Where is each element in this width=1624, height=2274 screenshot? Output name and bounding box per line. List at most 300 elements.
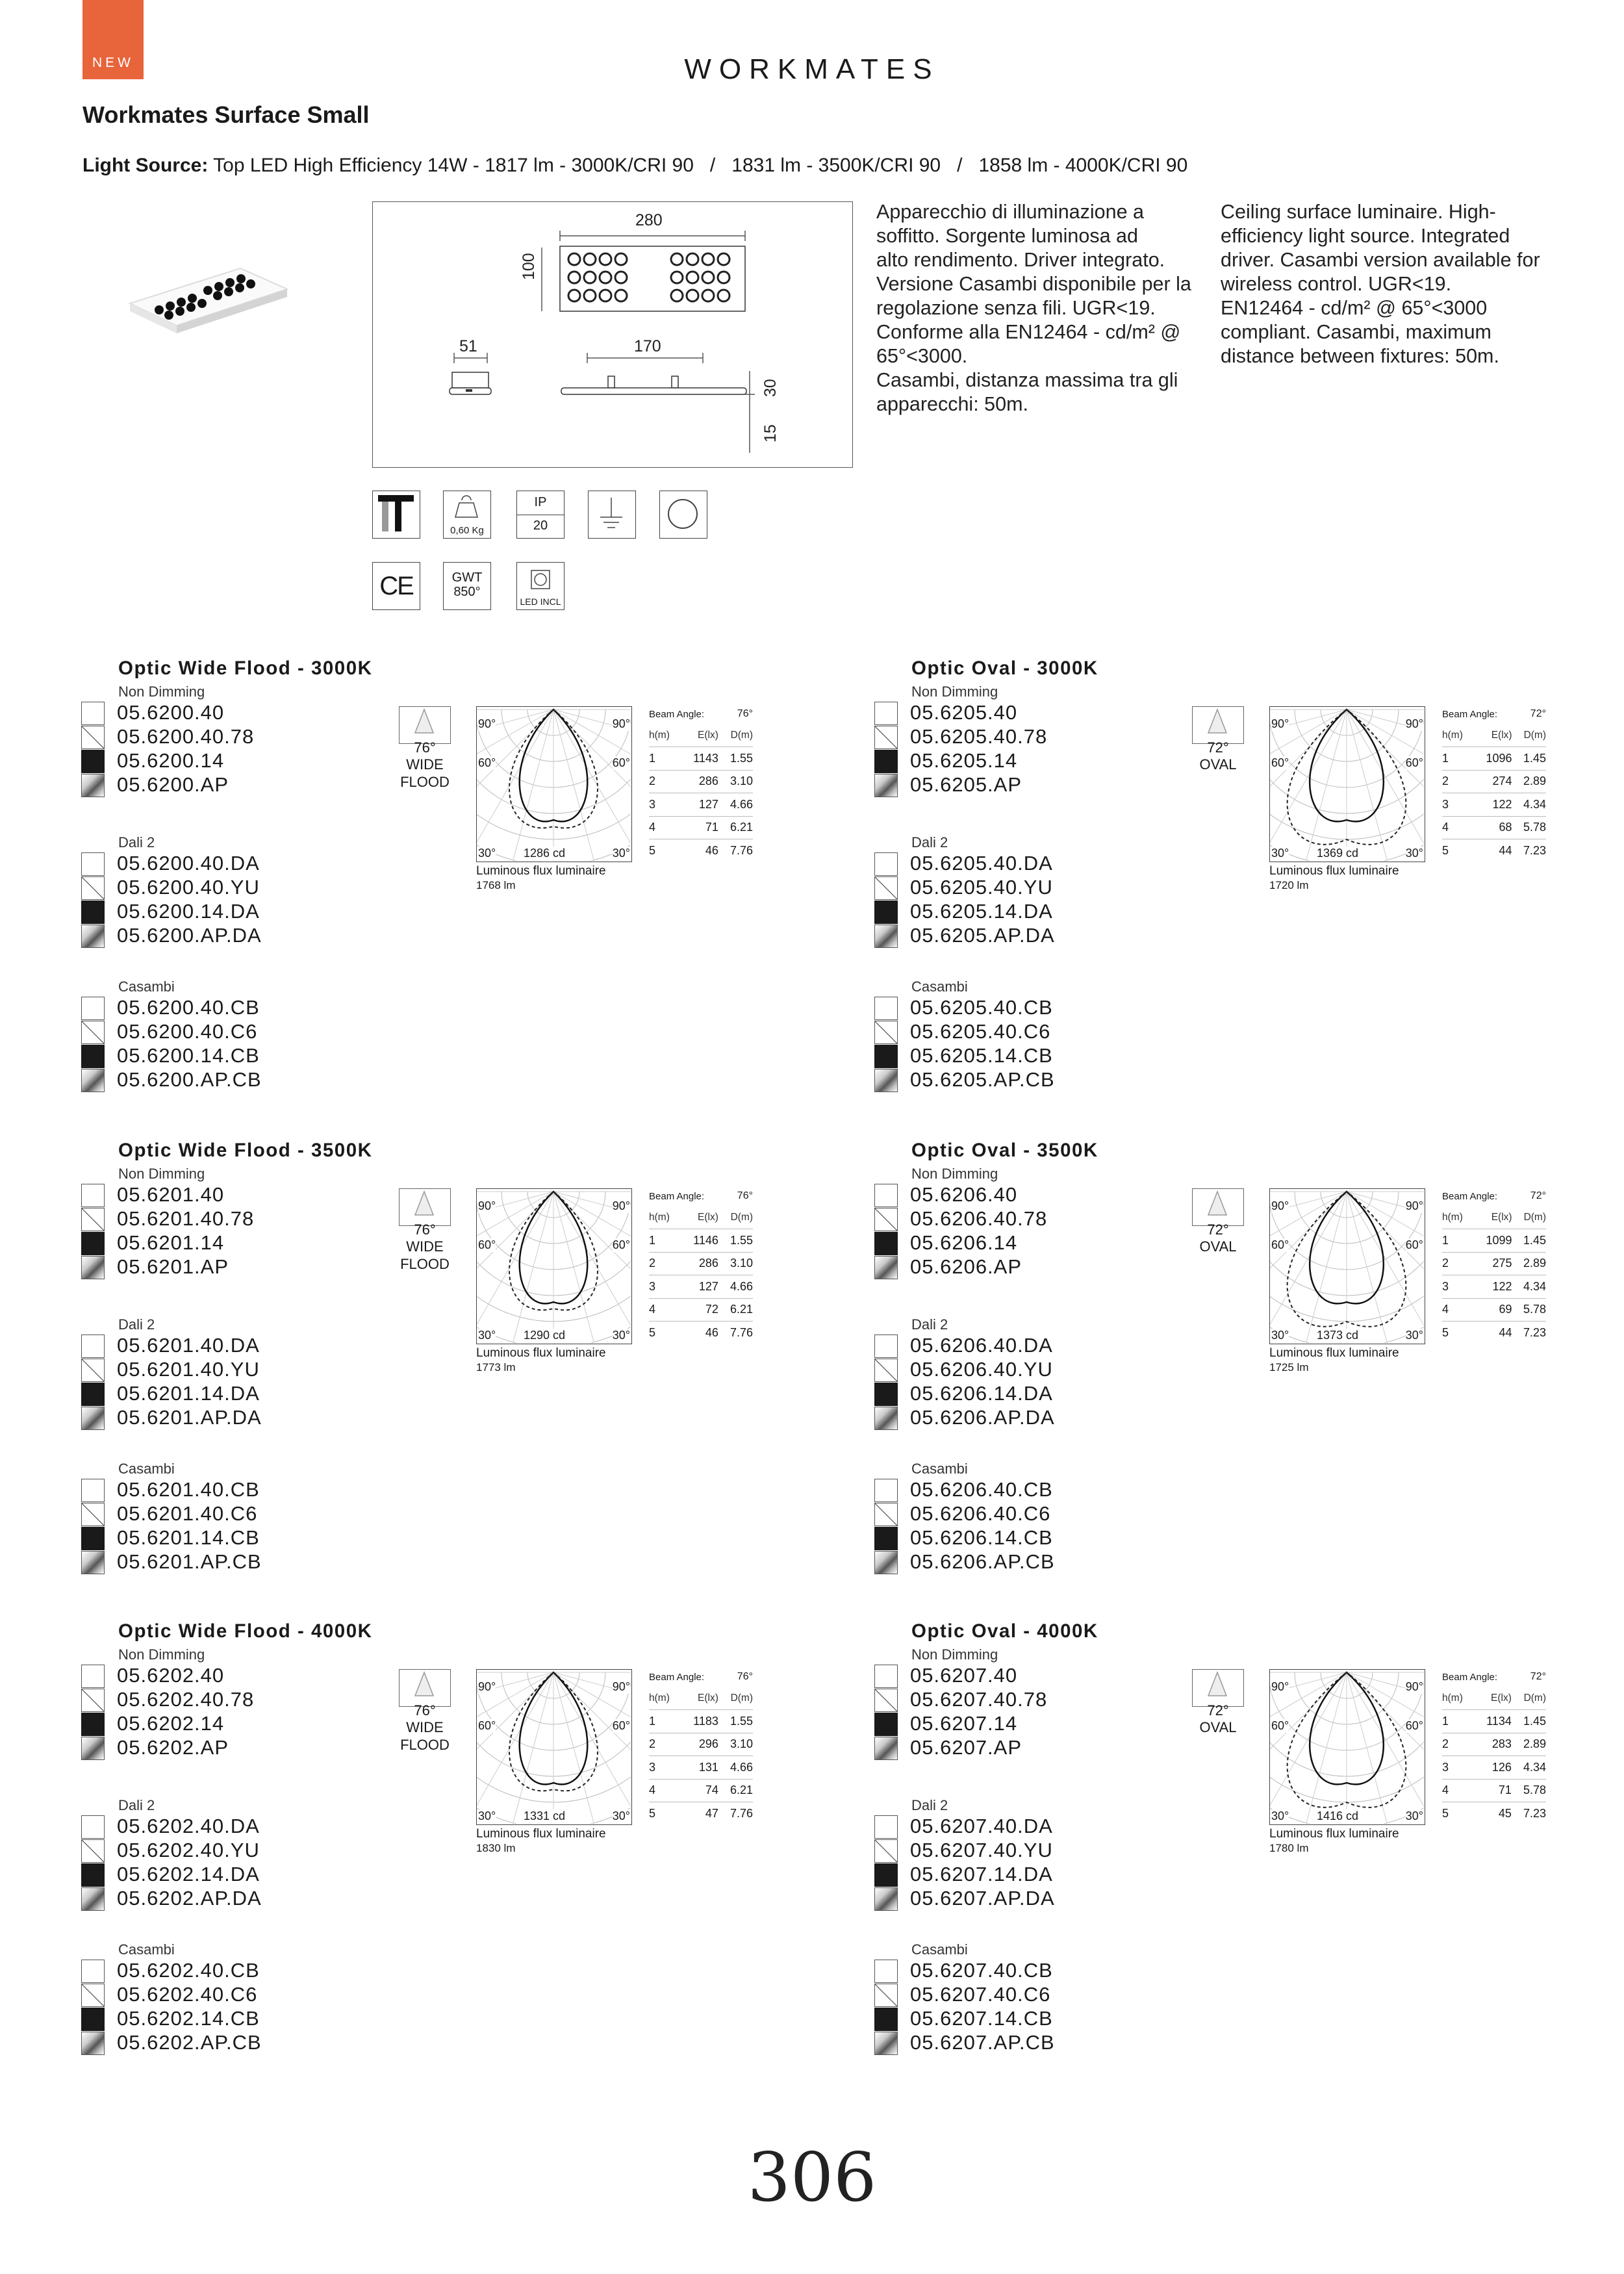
column-header: h(m) — [649, 724, 680, 747]
angle-label: 60° — [1405, 756, 1423, 769]
product-code: 05.6206.40 — [910, 1183, 1018, 1206]
beam-name-2: FLOOD — [400, 1737, 450, 1753]
table-row — [1442, 1733, 1546, 1756]
code-row — [81, 875, 262, 899]
code-row — [874, 851, 1055, 875]
product-code: 05.6201.14.DA — [117, 1382, 260, 1405]
finish-swatch — [81, 1863, 105, 1887]
class-insulation-icon — [588, 491, 636, 539]
table-cell: 2.89 — [1512, 770, 1546, 793]
angle-label: 60° — [1271, 756, 1289, 769]
table-cell: 68 — [1473, 816, 1512, 839]
beam-name-2: FLOOD — [400, 1256, 450, 1272]
finish-swatch — [81, 1839, 105, 1863]
product-code: 05.6205.40.YU — [910, 876, 1053, 899]
table-cell: 71 — [680, 816, 718, 839]
table-row — [649, 816, 753, 839]
product-code: 05.6207.40.CB — [910, 1959, 1053, 1982]
table-cell: 2 — [1442, 1252, 1473, 1275]
code-list — [874, 1814, 1055, 1910]
luminous-flux-label: Luminous flux luminaire — [476, 864, 606, 878]
finish-swatch — [81, 1479, 105, 1502]
polar-diagram — [476, 1188, 632, 1344]
beam-name-2: FLOOD — [400, 774, 450, 790]
finish-swatch — [874, 1737, 898, 1760]
product-code: 05.6207.40.YU — [910, 1839, 1053, 1861]
ip-value: 20 — [533, 518, 548, 533]
optic-title: Optic Wide Flood - 3000K — [118, 658, 373, 679]
table-row — [649, 793, 753, 817]
beam-angle-label: Beam Angle: — [649, 708, 705, 720]
angle-label: 60° — [612, 756, 630, 769]
code-list — [874, 1477, 1055, 1574]
product-code: 05.6201.14 — [117, 1231, 225, 1254]
light-source — [82, 155, 1187, 177]
finish-swatch — [874, 852, 898, 876]
led-incl-label: LED INCL — [520, 596, 561, 607]
angle-label: 90° — [478, 717, 496, 730]
angle-label: 60° — [612, 1238, 630, 1251]
polar-diagram — [1269, 1188, 1425, 1344]
code-row — [81, 1231, 254, 1255]
product-code: 05.6206.40.78 — [910, 1207, 1048, 1230]
product-code: 05.6200.14.DA — [117, 900, 260, 923]
finish-swatch — [874, 1863, 898, 1887]
optic-section — [911, 1140, 1624, 1594]
code-row — [81, 1182, 254, 1207]
table-row — [649, 839, 753, 863]
finish-swatch — [874, 1713, 898, 1736]
table-cell: 46 — [705, 844, 718, 857]
angle-label: 90° — [1405, 1199, 1423, 1212]
finish-swatch — [874, 1665, 898, 1688]
table-cell: 5 — [649, 1807, 656, 1820]
code-row — [81, 1477, 262, 1501]
illuminance-table — [649, 724, 753, 862]
description-line: Casambi, distanza massima tra gli — [876, 369, 1178, 391]
product-code: 05.6202.40.78 — [117, 1688, 255, 1711]
product-code: 05.6200.40.DA — [117, 852, 260, 875]
beam-angle-row — [1442, 704, 1546, 724]
product-code: 05.6202.14.DA — [117, 1863, 260, 1885]
angle-label: 30° — [478, 1809, 496, 1822]
dimmable-icon — [659, 491, 707, 539]
code-row — [81, 1526, 262, 1550]
product-code: 05.6202.AP — [117, 1736, 229, 1759]
table-cell: 122 — [1473, 793, 1512, 817]
table-cell: 69 — [1473, 1298, 1512, 1322]
product-code: 05.6205.14.DA — [910, 900, 1053, 923]
code-row — [81, 1711, 254, 1735]
table-cell: 2.89 — [1512, 1733, 1546, 1756]
finish-swatch — [81, 702, 105, 725]
finish-swatch — [874, 1960, 898, 1983]
product-code: 05.6202.AP.DA — [117, 1887, 262, 1910]
table-row — [649, 1779, 753, 1802]
description-line: 65°<3000. — [876, 345, 968, 367]
optic-section — [118, 1140, 833, 1594]
finish-swatch — [874, 2032, 898, 2055]
table-cell: 1 — [1442, 1229, 1473, 1253]
beam-angle-value: 72° — [1207, 1702, 1229, 1718]
product-code: 05.6201.40 — [117, 1183, 225, 1206]
product-code: 05.6207.AP.CB — [910, 2031, 1055, 2054]
luminous-flux-label: Luminous flux luminaire — [1269, 1346, 1399, 1360]
product-code: 05.6201.AP — [117, 1255, 229, 1278]
group-label: Casambi — [911, 1941, 968, 1958]
table-row — [1442, 1779, 1546, 1802]
table-cell: 1183 — [680, 1710, 718, 1733]
code-row — [81, 1381, 262, 1405]
beam-angle-value: 72° — [1207, 1221, 1229, 1238]
description-line: Conforme alla EN12464 - cd/m² @ — [876, 321, 1181, 343]
table-row — [649, 1802, 753, 1826]
product-code: 05.6205.40.78 — [910, 725, 1048, 748]
code-row — [874, 2030, 1055, 2054]
finish-swatch — [81, 1021, 105, 1044]
finish-swatch — [874, 1887, 898, 1911]
finish-swatch — [81, 1069, 105, 1092]
code-row — [874, 923, 1055, 947]
angle-label: 90° — [612, 1680, 630, 1693]
column-header: E(lx) — [680, 724, 718, 747]
table-cell: 6.21 — [718, 816, 753, 839]
table-cell: 71 — [1473, 1779, 1512, 1802]
table-cell: 5 — [1442, 844, 1449, 857]
table-cell: 2 — [1442, 1733, 1473, 1756]
finish-swatch — [874, 1479, 898, 1502]
column-header: D(m) — [718, 1206, 753, 1229]
angle-label: 60° — [1405, 1238, 1423, 1251]
product-code: 05.6201.40.78 — [117, 1207, 255, 1230]
beam-angle-value: 76° — [414, 739, 436, 756]
luminous-flux-value: 1720 lm — [1269, 879, 1309, 891]
table-cell: 274 — [1473, 770, 1512, 793]
angle-label: 90° — [1405, 1680, 1423, 1693]
product-code: 05.6206.14 — [910, 1231, 1018, 1254]
table-cell: 4.34 — [1512, 1275, 1546, 1299]
table-cell: 1099 — [1473, 1229, 1512, 1253]
description-it — [876, 200, 1201, 416]
beam-name: OVAL — [1199, 1238, 1237, 1255]
code-row — [81, 1838, 262, 1862]
ip-rating-icon — [516, 491, 565, 539]
description-line: Ceiling surface luminaire. High- — [1221, 201, 1496, 223]
code-row — [81, 700, 254, 724]
table-cell: 44 — [1499, 1326, 1512, 1339]
column-header: E(lx) — [680, 1687, 718, 1710]
code-row — [874, 1663, 1047, 1687]
beam-name: OVAL — [1199, 1719, 1237, 1735]
code-row — [874, 1711, 1047, 1735]
finish-swatch — [874, 1815, 898, 1839]
finish-swatch — [81, 1335, 105, 1358]
photometric-table — [649, 1186, 753, 1344]
table-cell: 131 — [680, 1756, 718, 1780]
code-row — [81, 1357, 262, 1381]
table-cell: 1143 — [680, 747, 718, 771]
angle-label: 30° — [1271, 1329, 1289, 1342]
product-code: 05.6201.40.C6 — [117, 1502, 258, 1525]
table-cell: 4.66 — [718, 1756, 753, 1780]
finish-swatch — [81, 1551, 105, 1574]
angle-label: 30° — [478, 847, 496, 860]
candela-value: 1290 cd — [524, 1329, 566, 1342]
code-row — [81, 1501, 262, 1526]
table-row — [1442, 816, 1546, 839]
code-row — [81, 1982, 262, 2006]
table-cell: 1.45 — [1512, 1710, 1546, 1733]
table-cell: 286 — [680, 770, 718, 793]
code-list — [81, 1814, 262, 1910]
table-cell: 3.10 — [718, 1252, 753, 1275]
luminous-flux-value: 1768 lm — [476, 879, 516, 891]
product-code: 05.6207.40.C6 — [910, 1983, 1051, 2006]
product-code: 05.6202.40.CB — [117, 1959, 260, 1982]
angle-label: 90° — [1271, 1680, 1289, 1693]
code-row — [874, 2006, 1055, 2030]
angle-label: 30° — [478, 1329, 496, 1342]
product-code: 05.6205.14.CB — [910, 1044, 1053, 1067]
code-row — [874, 1550, 1055, 1574]
group-label: Casambi — [911, 1461, 968, 1477]
led-incl-icon — [516, 562, 565, 610]
code-row — [874, 1255, 1047, 1279]
table-cell: 4 — [1442, 816, 1473, 839]
code-list — [874, 995, 1055, 1092]
table-cell: 3 — [649, 1275, 680, 1299]
angle-label: 90° — [612, 717, 630, 730]
weight-icon — [443, 491, 491, 539]
product-title: Workmates Surface Small — [82, 101, 370, 128]
group-label: Casambi — [911, 978, 968, 995]
finish-swatch — [874, 1335, 898, 1358]
illuminance-table — [649, 1206, 753, 1344]
product-code: 05.6207.40.DA — [910, 1815, 1053, 1837]
beam-angle-row — [649, 1667, 753, 1687]
table-cell: 4 — [649, 816, 680, 839]
product-code: 05.6207.AP.DA — [910, 1887, 1055, 1910]
code-row — [874, 1207, 1047, 1231]
product-image — [117, 257, 292, 341]
code-row — [874, 1231, 1047, 1255]
product-code: 05.6206.AP.CB — [910, 1550, 1055, 1573]
finish-swatch — [81, 925, 105, 948]
code-row — [81, 724, 254, 748]
product-code: 05.6205.40.C6 — [910, 1020, 1051, 1043]
polar-diagram — [476, 706, 632, 862]
optic-title: Optic Oval - 3500K — [911, 1140, 1098, 1161]
table-cell: 4.66 — [718, 793, 753, 817]
finish-swatch — [81, 1407, 105, 1430]
angle-label: 30° — [612, 847, 630, 860]
column-header: E(lx) — [1473, 1206, 1512, 1229]
description-line: driver. Casambi version available for — [1221, 249, 1540, 271]
table-cell: 283 — [1473, 1733, 1512, 1756]
product-code: 05.6201.AP.CB — [117, 1550, 262, 1573]
code-row — [874, 1735, 1047, 1759]
column-header: h(m) — [1442, 724, 1473, 747]
table-cell: 296 — [680, 1733, 718, 1756]
new-badge: NEW — [82, 0, 144, 79]
code-row — [874, 1862, 1055, 1886]
code-row — [81, 899, 262, 923]
table-cell: 7.23 — [1523, 1326, 1546, 1339]
angle-label: 30° — [612, 1329, 630, 1342]
angle-label: 30° — [1405, 847, 1423, 860]
description-en — [1221, 200, 1558, 368]
group-label: Non Dimming — [911, 1646, 998, 1663]
table-row — [1442, 770, 1546, 793]
finish-swatch — [874, 1689, 898, 1712]
code-row — [81, 1333, 262, 1357]
finish-swatch — [81, 1184, 105, 1207]
angle-label: 30° — [1405, 1809, 1423, 1822]
code-row — [81, 1735, 254, 1759]
product-code: 05.6200.40 — [117, 701, 225, 724]
product-code: 05.6205.40.DA — [910, 852, 1053, 875]
column-header: h(m) — [1442, 1206, 1473, 1229]
table-cell: 5 — [1442, 1326, 1449, 1339]
dim-15: 15 — [761, 424, 780, 442]
code-row — [874, 1838, 1055, 1862]
product-code: 05.6201.14.CB — [117, 1526, 260, 1549]
code-row — [81, 1814, 262, 1838]
finish-swatch — [874, 876, 898, 900]
weight-label: 0,60 Kg — [450, 525, 484, 536]
group-label: Casambi — [118, 1941, 175, 1958]
group-label: Dali 2 — [118, 1797, 155, 1813]
technical-drawing — [372, 201, 853, 468]
finish-swatch — [874, 2008, 898, 2031]
beam-angle-row — [649, 704, 753, 724]
column-header: D(m) — [1512, 1206, 1546, 1229]
product-code: 05.6206.40.CB — [910, 1478, 1053, 1501]
beam-angle-text: 72° — [1530, 1671, 1546, 1682]
code-list — [874, 700, 1047, 797]
table-cell: 7.23 — [1523, 844, 1546, 857]
code-row — [874, 899, 1055, 923]
luminous-flux-value: 1725 lm — [1269, 1361, 1309, 1373]
beam-angle-label: Beam Angle: — [649, 1671, 705, 1683]
table-cell: 275 — [1473, 1252, 1512, 1275]
product-code: 05.6206.14.CB — [910, 1526, 1053, 1549]
table-cell: 2 — [1442, 770, 1473, 793]
table-row — [1442, 793, 1546, 817]
code-row — [81, 773, 254, 797]
table-cell: 72 — [680, 1298, 718, 1322]
product-code: 05.6200.AP.DA — [117, 924, 262, 947]
code-row — [81, 851, 262, 875]
luminous-flux-value: 1830 lm — [476, 1842, 516, 1854]
finish-swatch — [874, 1503, 898, 1526]
angle-label: 90° — [1271, 1199, 1289, 1212]
beam-name: WIDE — [406, 1238, 444, 1255]
finish-swatch — [81, 901, 105, 924]
optic-section — [911, 658, 1624, 1112]
finish-swatch — [874, 1045, 898, 1068]
table-cell: 1.45 — [1512, 1229, 1546, 1253]
table-cell: 5.78 — [1512, 1298, 1546, 1322]
code-list — [81, 995, 262, 1092]
product-code: 05.6207.AP — [910, 1736, 1022, 1759]
table-cell: 47 — [705, 1807, 718, 1820]
table-cell: 3 — [1442, 793, 1473, 817]
table-row — [1442, 747, 1546, 771]
table-cell: 2.89 — [1512, 1252, 1546, 1275]
code-row — [81, 1663, 254, 1687]
table-row — [1442, 1275, 1546, 1299]
product-code: 05.6206.AP — [910, 1255, 1022, 1278]
column-header: E(lx) — [680, 1206, 718, 1229]
table-cell: 6.21 — [718, 1298, 753, 1322]
group-label: Non Dimming — [118, 1166, 205, 1182]
code-row — [81, 1207, 254, 1231]
gwt-label-1: GWT — [451, 570, 483, 585]
column-header: h(m) — [649, 1206, 680, 1229]
table-cell: 4.34 — [1512, 1756, 1546, 1780]
illuminance-table — [649, 1687, 753, 1825]
table-cell: 1 — [649, 1229, 680, 1253]
column-header: h(m) — [1442, 1687, 1473, 1710]
table-cell: 1.55 — [718, 747, 753, 771]
brand-name: WORKMATES — [684, 53, 940, 85]
code-list — [81, 1477, 262, 1574]
angle-label: 90° — [1271, 717, 1289, 730]
code-row — [81, 923, 262, 947]
beam-angle-label: Beam Angle: — [1442, 1190, 1498, 1202]
table-cell: 1.55 — [718, 1710, 753, 1733]
table-cell: 7.76 — [730, 844, 753, 857]
finish-swatch — [874, 1184, 898, 1207]
angle-label: 90° — [1405, 717, 1423, 730]
code-row — [874, 1019, 1055, 1043]
column-header: D(m) — [1512, 724, 1546, 747]
angle-label: 30° — [1271, 847, 1289, 860]
finish-swatch — [874, 726, 898, 749]
finish-swatch — [874, 925, 898, 948]
finish-swatch — [81, 1815, 105, 1839]
code-row — [874, 875, 1055, 899]
product-code: 05.6200.14 — [117, 749, 225, 772]
table-cell: 1 — [649, 747, 680, 771]
optic-title: Optic Oval - 3000K — [911, 658, 1098, 679]
code-row — [874, 1333, 1055, 1357]
code-row — [81, 1067, 262, 1092]
group-label: Dali 2 — [911, 1316, 948, 1333]
group-label: Dali 2 — [118, 1316, 155, 1333]
polar-diagram — [1269, 1669, 1425, 1825]
product-code: 05.6206.40.C6 — [910, 1502, 1051, 1525]
luminous-flux-label: Luminous flux luminaire — [1269, 1827, 1399, 1841]
table-row — [649, 747, 753, 771]
table-cell: 2 — [649, 770, 680, 793]
table-cell: 5 — [649, 1326, 656, 1339]
table-cell: 46 — [705, 1326, 718, 1339]
beam-angle-label: Beam Angle: — [649, 1190, 705, 1202]
beam-angle-text: 76° — [737, 1671, 753, 1682]
table-cell: 127 — [680, 1275, 718, 1299]
column-header: D(m) — [718, 1687, 753, 1710]
table-cell: 45 — [1498, 1807, 1512, 1820]
code-row — [874, 1982, 1055, 2006]
light-source-text: Top LED High Efficiency 14W - 1817 lm - 3000K/CRI 90 / 1831 lm - 3500K/CRI 90 / 1858 lm - 4000K/CRI 90 — [213, 155, 1188, 176]
product-code: 05.6200.40.CB — [117, 996, 260, 1019]
group-label: Non Dimming — [118, 1646, 205, 1663]
finish-swatch — [81, 1737, 105, 1760]
dim-width: 280 — [635, 211, 663, 229]
table-row — [1442, 1802, 1546, 1826]
